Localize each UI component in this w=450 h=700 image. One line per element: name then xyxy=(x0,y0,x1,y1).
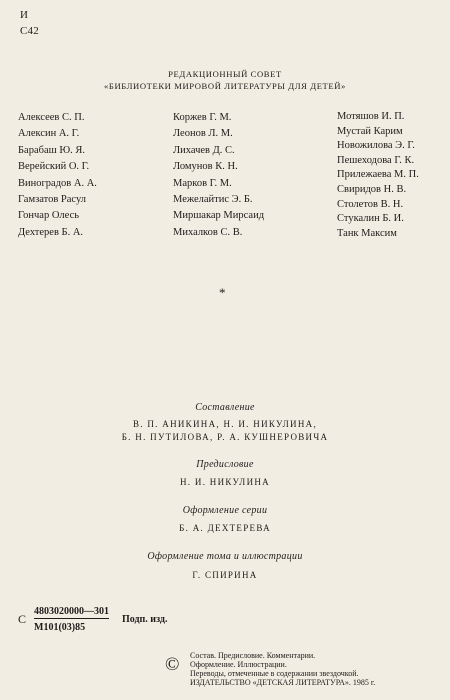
copyright-symbol: © xyxy=(165,654,180,675)
asterisk-separator: * xyxy=(219,285,226,300)
member-name: Свиридов Н. В. xyxy=(337,183,407,195)
copyright-line-3: Переводы, отмеченные в содержании звездочкой. xyxy=(190,669,359,678)
member-name: Дехтерев Б. А. xyxy=(18,226,84,238)
member-name: Прилежаева М. П. xyxy=(337,169,419,181)
member-name: Мустай Карим xyxy=(337,125,403,137)
member-name: Ломунов К. Н. xyxy=(173,161,238,173)
compilation-names-1: В. П. АНИКИНА, Н. И. НИКУЛИНА, xyxy=(132,419,318,429)
member-name: Алексин А. Г. xyxy=(18,128,80,140)
compilation-names-2: Б. Н. ПУТИЛОВА, Р. А. КУШНЕРОВИЧА xyxy=(121,432,329,442)
volume-design-author: Г. СПИРИНА xyxy=(192,570,258,580)
member-name: Гамзатов Расул xyxy=(18,193,86,205)
member-name: Стукалин Б. И. xyxy=(337,213,404,225)
member-name: Алексеев С. П. xyxy=(18,112,85,123)
imprint-numerator: 4803020000—301 xyxy=(34,606,109,617)
member-name: Виноградов А. А. xyxy=(18,177,97,189)
member-name: Танк Максим xyxy=(337,227,397,239)
member-name: Миршакар Мирсаид xyxy=(173,210,265,222)
member-name: Гончар Олесь xyxy=(18,210,80,222)
members-column-2 xyxy=(173,110,264,241)
compilation-label: Составление xyxy=(195,402,255,413)
editorial-board-subtitle: «БИБЛИОТЕКИ МИРОВОЙ ЛИТЕРАТУРЫ ДЛЯ ДЕТЕЙ» xyxy=(104,81,346,91)
member-name: Межелайтис Э. Б. xyxy=(173,193,253,205)
editorial-board-title: РЕДАКЦИОННЫЙ СОВЕТ xyxy=(168,69,282,79)
member-name: Новожилова Э. Г. xyxy=(337,140,415,152)
copyright-line-1: Состав. Предисловие. Комментарии. xyxy=(190,651,316,660)
member-name: Михалков С. В. xyxy=(173,226,243,238)
members-column-1 xyxy=(18,110,97,241)
volume-design-label: Оформление тома и иллюстрации xyxy=(147,551,303,562)
member-name: Лихачев Д. С. xyxy=(173,144,235,156)
member-name: Верейский О. Г. xyxy=(18,161,90,173)
series-design-label: Оформление серии xyxy=(182,505,268,516)
member-name: Коржев Г. М. xyxy=(173,112,232,123)
member-name: Пешеходова Г. К. xyxy=(337,154,415,166)
subscription-note: Подп. изд. xyxy=(122,614,168,625)
member-name: Барабаш Ю. Я. xyxy=(18,144,85,156)
index-letter: И xyxy=(20,9,29,21)
imprint-denominator: М101(03)85 xyxy=(34,622,86,633)
member-name: Марков Г. М. xyxy=(173,177,232,189)
copyright-line-4: ИЗДАТЕЛЬСТВО «ДЕТСКАЯ ЛИТЕРАТУРА». 1985 г. xyxy=(190,678,376,687)
member-name: Столетов В. Н. xyxy=(337,198,404,210)
preface-author: Н. И. НИКУЛИНА xyxy=(180,477,270,487)
member-name: Леонов Л. М. xyxy=(173,128,233,140)
copyright-line-2: Оформление. Иллюстрации. xyxy=(190,660,287,669)
member-name: Мотяшов И. П. xyxy=(337,111,405,122)
preface-label: Предисловие xyxy=(196,459,254,470)
members-column-3 xyxy=(337,110,419,241)
imprint-letter: С xyxy=(18,612,27,626)
series-design-author: Б. А. ДЕХТЕРЕВА xyxy=(179,523,271,533)
catalog-code: С42 xyxy=(20,25,39,37)
